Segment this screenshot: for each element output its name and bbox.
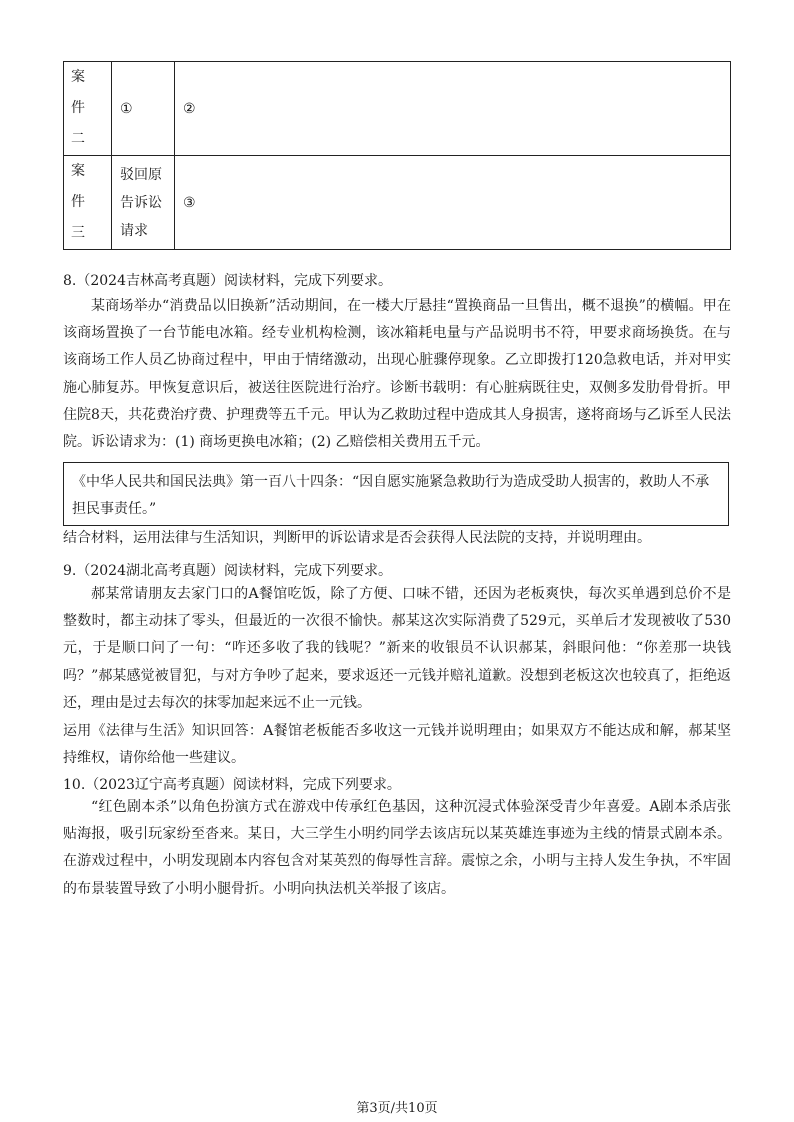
law-quote-text: 《中华人民共和国民法典》第一百八十四条：“因自愿实施紧急救助行为造成受助人损害的，救助人不承担民事责任。” (72, 474, 710, 517)
question-9-task (63, 718, 731, 772)
case-label-cell (64, 156, 112, 250)
case-table-row (64, 156, 731, 250)
question-10-paragraph: “红色剧本杀”以角色扮演方式在游戏中传承红色基因，这种沉浸式体验深受青少年喜爱。A剧本杀店张贴海报，吸引玩家纷至沓来。某日，大三学生小明约同学去该店玩以某英雄连事迹为主线的情景式剧本杀。在游戏过程中，小明发现剧本内容包含对某英烈的侮辱性言辞。震惊之余，小明与主持人发生争执，不牢固的布景装置导致了小明小腿骨折。小明向执法机关举报了该店。 (63, 799, 731, 897)
question-8-task: 结合材料，运用法律与生活知识，判断甲的诉讼请求是否会获得人民法院的支持，并说明理由。 (63, 530, 651, 546)
case-label-char: 件 (71, 194, 85, 210)
case-reason-cell (175, 62, 731, 156)
case-ruling-text: 请求 (120, 222, 148, 239)
question-9-task-text: 运用《法律与生活》知识回答：A餐馆老板能否多收这一元钱并说明理由；如果双方不能达成和解，郝某坚持维权，请你给他一些建议。 (63, 723, 731, 767)
case-label-char: 件 (71, 100, 85, 116)
case-label-char: 三 (71, 225, 85, 241)
case-ruling-cell (112, 62, 175, 156)
case-ruling-text: 告诉讼 (120, 194, 162, 211)
question-9-material (63, 581, 731, 717)
case-label-char: 案 (71, 163, 85, 179)
question-10-material (63, 794, 731, 903)
case-label-char: 二 (71, 131, 85, 147)
case-ruling-text: ① (120, 100, 133, 117)
case-table-row (64, 62, 731, 156)
case-ruling-cell (112, 156, 175, 250)
case-reason-cell (175, 156, 731, 250)
case-reason-text: ② (183, 100, 196, 117)
question-9-heading: 9.（2024湖北高考真题）阅读材料，完成下列要求。 (63, 563, 392, 579)
law-quote-box (63, 462, 729, 526)
question-9-paragraph: 郝某常请朋友去家门口的A餐馆吃饭，除了方便、口味不错，还因为老板爽快，每次买单遇到总价不是整数时，都主动抹了零头，但最近的一次很不愉快。郝某这次实际消费了529元，买单后才发现被收了530元，于是顺口问了一句：“咋还多收了我的钱呢？”新来的收银员不认识郝某，斜眼问他：“你差那一块钱吗？”郝某感觉被冒犯，与对方争吵了起来，要求返还一元钱并赔礼道歉。没想到老板这次也较真了，拒绝返还，理由是过去每次的抹零加起来远不止一元钱。 (63, 586, 731, 711)
case-ruling-text: 驳回原 (120, 166, 162, 183)
case-label-cell (64, 62, 112, 156)
case-table (63, 61, 731, 250)
question-8-material (63, 293, 731, 456)
case-label-char: 案 (71, 69, 85, 85)
case-reason-text: ③ (183, 194, 196, 211)
question-8-paragraph: 某商场举办“消费品以旧换新”活动期间，在一楼大厅悬挂“置换商品一旦售出，概不退换”的横幅。甲在该商场置换了一台节能电冰箱。经专业机构检测，该冰箱耗电量与产品说明书不符，甲要求商场换货。在与该商场工作人员乙协商过程中，甲由于情绪激动，出现心脏骤停现象。乙立即拨打120急救电话，并对甲实施心肺复苏。甲恢复意识后，被送往医院进行治疗。诊断书载明：有心脏病既往史，双侧多发肋骨骨折。甲住院8天，共花费治疗费、护理费等五千元。甲认为乙救助过程中造成其人身损害，遂将商场与乙诉至人民法院。诉讼请求为：(1) 商场更换电冰箱；(2) 乙赔偿相关费用五千元。 (63, 298, 731, 451)
page-footer: 第3页/共10页 (356, 1101, 438, 1116)
question-8-heading: 8.（2024吉林高考真题）阅读材料，完成下列要求。 (63, 273, 392, 289)
question-10-heading: 10.（2023辽宁高考真题）阅读材料，完成下列要求。 (63, 777, 401, 793)
